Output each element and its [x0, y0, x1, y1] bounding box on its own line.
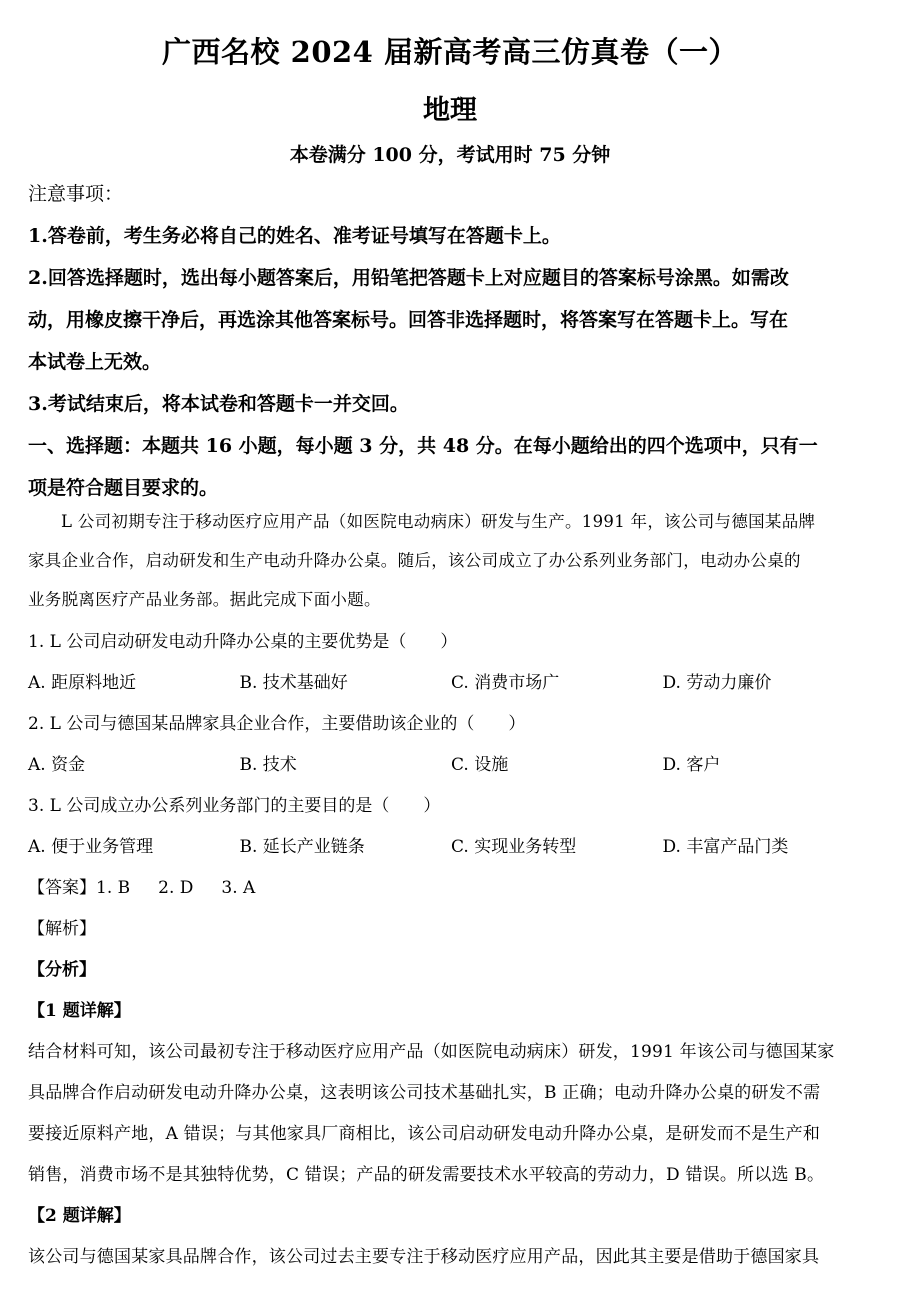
passage-line-3: 业务脱离医疗产品业务部。据此完成下面小题。	[28, 590, 381, 609]
note-item-3: 3.考试结束后，将本试卷和答题卡一并交回。	[28, 393, 409, 415]
note-item-2-line-1: 2.回答选择题时，选出每小题答案后，用铅笔把答题卡上对应题目的答案标号涂黑。如需改	[28, 267, 789, 289]
question-3-option-a: A. 便于业务管理	[28, 837, 154, 857]
question-2-stem: 2. L 公司与德国某品牌家具企业合作，主要借助该企业的（ ）	[28, 714, 526, 734]
exam-meta: 本卷满分 100 分，考试用时 75 分钟	[289, 144, 611, 166]
q1-detail-line-3: 要接近原料产地，A 错误；与其他家具厂商相比，该公司启动研发电动升降办公桌，是研发而不是生产和	[28, 1124, 821, 1144]
q1-detail-line-2: 具品牌合作启动研发电动升降办公桌，这表明该公司技术基础扎实，B 正确；电动升降办公桌的研发不需	[28, 1083, 821, 1103]
analysis-label: 【解析】	[28, 919, 96, 939]
question-3-options	[28, 827, 874, 868]
answer-label: 【答案】	[28, 878, 96, 898]
question-2-option-b: B. 技术	[239, 755, 297, 775]
question-2-option-a: A. 资金	[28, 755, 86, 775]
question-3-stem: 3. L 公司成立办公系列业务部门的主要目的是（ ）	[28, 796, 441, 816]
q1-detail-heading: 【1 题详解】	[28, 1001, 131, 1021]
fenxi-label: 【分析】	[28, 960, 96, 980]
question-1-option-c: C. 消费市场广	[451, 673, 560, 693]
question-1-option-d: D. 劳动力廉价	[662, 673, 772, 693]
questions	[28, 622, 874, 1278]
passage	[28, 502, 874, 619]
question-3-option-c: C. 实现业务转型	[451, 837, 577, 857]
note-item-2-line-3: 本试卷上无效。	[28, 351, 162, 373]
question-3-option-b: B. 延长产业链条	[239, 837, 365, 857]
answer-line	[28, 868, 874, 909]
question-3-option-d: D. 丰富产品门类	[662, 837, 789, 857]
question-2-option-d: D. 客户	[662, 755, 721, 775]
note-item-1: 1.答卷前，考生务必将自己的姓名、准考证号填写在答题卡上。	[28, 225, 561, 247]
q2-detail-heading: 【2 题详解】	[28, 1206, 131, 1226]
notes-section	[28, 173, 874, 509]
section-heading-line-1: 一、选择题：本题共 16 小题，每小题 3 分，共 48 分。在每小题给出的四个选项中，只有一	[28, 435, 818, 457]
question-2-option-c: C. 设施	[451, 755, 509, 775]
answer-2: 2. D	[158, 878, 194, 898]
notes-heading: 注意事项：	[28, 183, 124, 205]
q1-detail-line-4: 销售，消费市场不是其独特优势，C 错误；产品的研发需要技术水平较高的劳动力，D 错误。所以选 B。	[28, 1165, 825, 1185]
question-1-options	[28, 663, 874, 704]
exam-title: 广西名校 2024 届新高考高三仿真卷（一）	[162, 35, 738, 69]
subject-title: 地理	[423, 95, 477, 126]
question-1-option-a: A. 距原料地近	[28, 673, 137, 693]
question-1-stem: 1. L 公司启动研发电动升降办公桌的主要优势是（ ）	[28, 632, 458, 652]
answer-1: 1. B	[96, 878, 131, 898]
note-item-2-line-2: 动，用橡皮擦干净后，再选涂其他答案标号。回答非选择题时，将答案写在答题卡上。写在	[28, 309, 789, 331]
question-2-options	[28, 745, 874, 786]
passage-line-1: L 公司初期专注于移动医疗应用产品（如医院电动病床）研发与生产。1991 年，该公司与德国某品牌	[61, 512, 816, 531]
passage-line-2: 家具企业合作，启动研发和生产电动升降办公桌。随后，该公司成立了办公系列业务部门，电动办公桌的	[28, 551, 801, 570]
q1-detail-line-1: 结合材料可知，该公司最初专注于移动医疗应用产品（如医院电动病床）研发，1991 年该公司与德国某家	[28, 1042, 835, 1062]
question-1-option-b: B. 技术基础好	[239, 673, 348, 693]
q2-detail-line-1: 该公司与德国某家具品牌合作，该公司过去主要专注于移动医疗应用产品，因此其主要是借助于德国家具	[28, 1247, 820, 1267]
section-heading-line-2: 项是符合题目要求的。	[28, 477, 219, 499]
answer-3: 3. A	[221, 878, 256, 898]
